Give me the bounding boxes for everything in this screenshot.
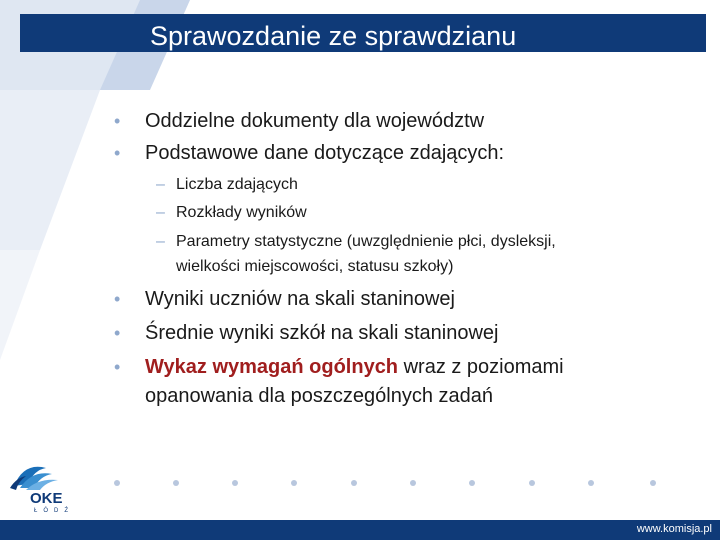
sub-bullet-marker: – <box>156 176 165 193</box>
sub-bullet-text: Liczba zdających <box>176 176 298 193</box>
bullet-text: Oddzielne dokumenty dla województw <box>145 110 485 132</box>
bullet-marker: • <box>114 111 121 131</box>
footer-bar <box>0 520 720 540</box>
sub-bullet-item <box>156 202 307 224</box>
footer-url[interactable]: www.komisja.pl <box>636 523 712 535</box>
highlighted-text: Wykaz wymagań ogólnych <box>145 356 399 378</box>
sub-bullet-continuation: wielkości miejscowości, statusu szkoły) <box>176 258 454 275</box>
bullet-item <box>114 286 455 312</box>
decorative-dots <box>0 480 720 500</box>
sub-bullet-marker: – <box>156 233 165 250</box>
slide-title: Sprawozdanie ze sprawdzianu <box>150 21 517 51</box>
sub-bullet-text: Rozkłady wyników <box>176 204 307 221</box>
bullet-text: Wyniki uczniów na skali staninowej <box>145 288 455 310</box>
bullet-item <box>114 140 505 166</box>
sub-bullet-text: Parametry statystyczne (uwzględnienie płci, dysleksji, <box>176 233 556 250</box>
bullet-marker: • <box>114 357 121 377</box>
bullet-item <box>114 108 485 134</box>
bullet-item <box>114 354 564 380</box>
bullet-marker: • <box>114 323 121 343</box>
bullet-marker: • <box>114 289 121 309</box>
sub-bullet-marker: – <box>156 204 165 221</box>
bullet-text: Podstawowe dane dotyczące zdających: <box>145 142 505 164</box>
bullet-text: wraz z poziomami <box>398 356 564 378</box>
bullet-text: Średnie wyniki szkół na skali staninowej <box>145 322 499 344</box>
logo-text: OKE <box>30 490 63 507</box>
sub-bullet-item <box>156 231 556 253</box>
bullet-marker: • <box>114 143 121 163</box>
bullet-continuation: opanowania dla poszczególnych zadań <box>145 385 494 407</box>
sub-bullet-item <box>156 174 298 196</box>
bullet-item <box>114 320 499 346</box>
logo-subtext: ŁÓDŹ <box>34 508 75 514</box>
